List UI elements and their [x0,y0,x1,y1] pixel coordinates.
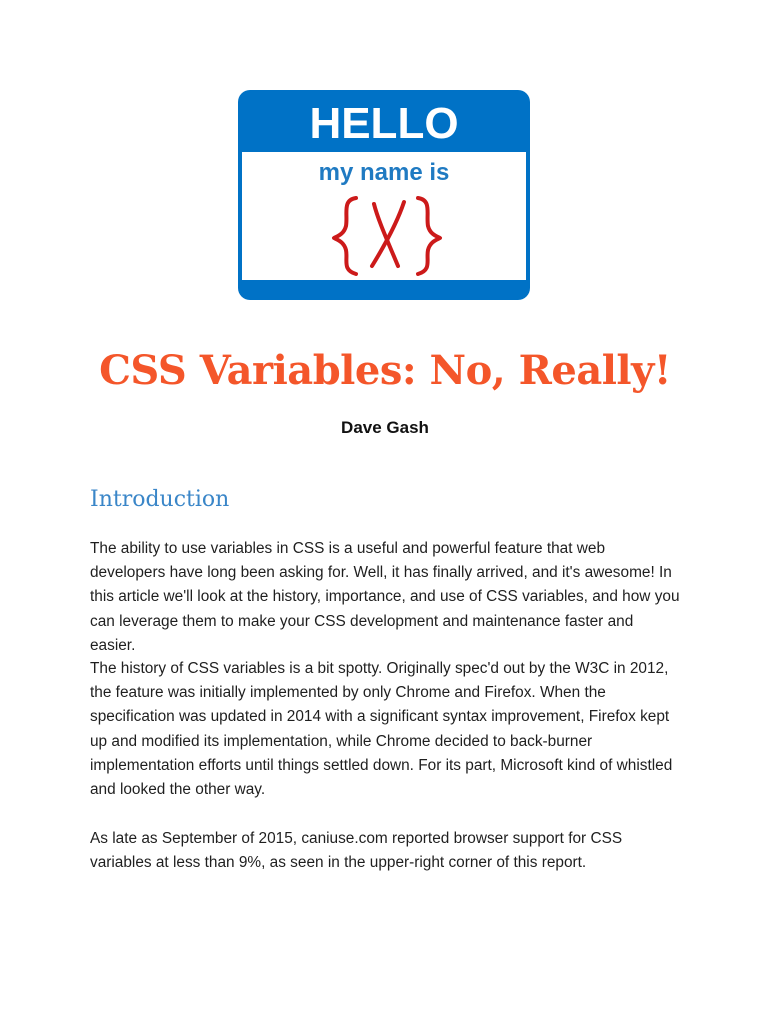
body-paragraph: The history of CSS variables is a bit spotty. Originally spec'd out by the W3C in 2012, the feature was initially implemented by only Chrome and Firefox. When the specification was updated in 2014 with a significant syntax improvement, Firefox kept up and modified its implementation, while Chrome decided to back-burner implementation efforts until things settled down. For its part, Microsoft kind of whistled and looked the other way. [90,660,673,799]
name-badge-graphic [238,90,530,300]
body-paragraph: As late as September of 2015, caniuse.com reported browser support for CSS variables at less than 9%, as seen in the upper-right corner of this report. [90,830,623,872]
hello-name-badge-image [238,90,530,300]
badge-my-name-is-text: my name is [318,159,450,186]
section-heading-introduction: Introduction [90,487,230,512]
body-paragraph: The ability to use variables in CSS is a useful and powerful feature that web developers have long been asking for. Well, it has finally arrived, and it's awesome! In this article we'll look at the history, importance, and use of CSS variables, and how you can leverage them to make your CSS development and maintenance faster and easier. [90,540,680,654]
document-title: CSS Variables: No, Really! [99,347,671,394]
document-author: Dave Gash [341,418,429,437]
badge-hello-text: HELLO [309,99,459,148]
